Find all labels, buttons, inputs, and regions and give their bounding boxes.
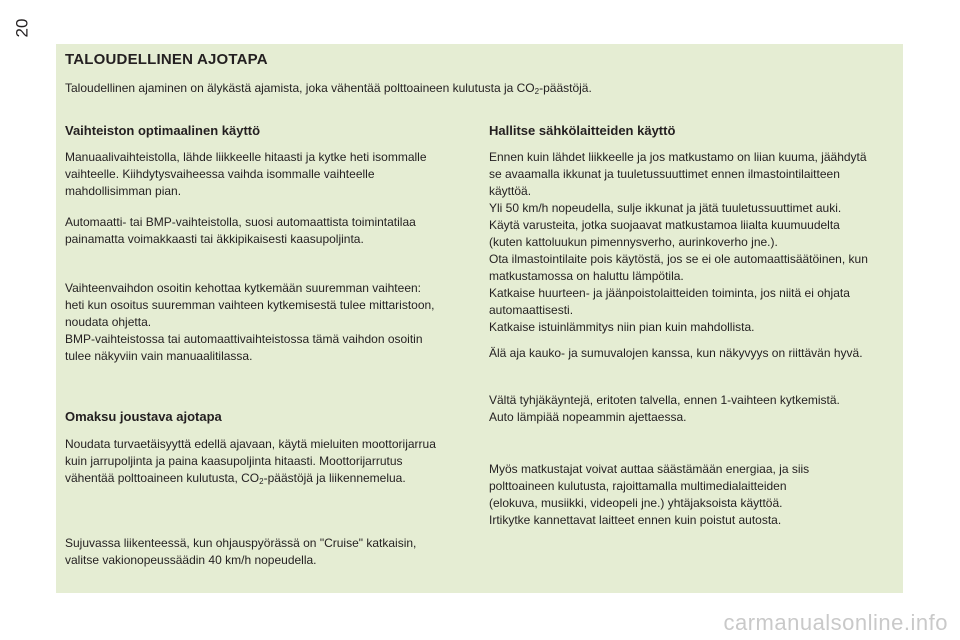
heading-electrical: Hallitse sähkölaitteiden käyttö (489, 123, 676, 138)
paragraph-lights: Älä aja kauko- ja sumuvalojen kanssa, kun näkyvyys on riittävän hyvä. (489, 346, 863, 360)
paragraph-idling: Vältä tyhjäkäyntejä, eritoten talvella, ennen 1-vaihteen kytkemistä. Auto lämpiää nopeammin ajettaessa. (489, 393, 840, 424)
paragraph-multimedia: Myös matkustajat voivat auttaa säästämään energiaa, ja siis polttoaineen kulutusta, rajoittamalla multimedialaitteiden (elokuva, musiikki, videopeli jne.) yhtäjaksoista käyttöä. Irtikytke kannettavat laitteet ennen kuin poistut autosta. (489, 462, 810, 527)
paragraph-cruise-control: Sujuvassa liikenteessä, kun ohjauspyörässä on "Cruise" katkaisin, valitse vakionopeussäädin 40 km/h nopeudella. (65, 536, 417, 567)
heading-driving-style: Omaksu joustava ajotapa (65, 409, 222, 424)
page-title: TALOUDELLINEN AJOTAPA (65, 51, 268, 68)
paragraph-automatic-gearbox: Automaatti- tai BMP-vaihteistolla, suosi automaattista toimintatilaa painamatta voimakkaasti tai äkkipikaisesti kaasupoljinta. (65, 215, 416, 246)
page-number: 20 (12, 18, 32, 38)
heading-gearbox: Vaihteiston optimaalinen käyttö (65, 123, 261, 138)
paragraph-climate: Ennen kuin lähdet liikkeelle ja jos matkustamo on liian kuuma, jäähdytä se avaamalla ikkunat ja tuuletussuuttimet ennen ilmastointilaitteen käyttöä. Yli 50 km/h nopeudella, sulje ikkunat ja jätä tuuletussuuttimet auki. Käytä varusteita, jotka suojaavat matkustamoa liialta kuumuudelta (kuten kattoluukun pimennysverho, aurinkoverho jne.). Ota ilmastointilaite pois käytöstä, jos se ei ole automaattisäätöinen, kun matkustamossa on haluttu lämpötila. Katkaise huurteen- ja jäänpoistolaitteiden toiminta, jos niitä ei ohjata automaattisesti. Katkaise istuinlämmitys niin pian kuin mahdollista. (489, 150, 868, 334)
paragraph-gear-indicator: Vaihteenvaihdon osoitin kehottaa kytkemään suuremman vaihteen: heti kun osoitus suuremman vaihteen kytkemisestä tulee mittaristoon, noudata ohjetta. BMP-vaihteistossa tai automaattivaihteistossa tämä vaihdon osoitin tulee näkyviin vain manuaalitilassa. (65, 281, 435, 363)
paragraph-manual-gearbox: Manuaalivaihteistolla, lähde liikkeelle hitaasti ja kytke heti isommalle vaihteelle. Kiihdytysvaiheessa vaihda isommalle vaihteelle mahdollisimman pian. (65, 150, 427, 198)
watermark: carmanualsonline.info (723, 610, 948, 635)
intro-text: Taloudellinen ajaminen on älykästä ajamista, joka vähentää polttoaineen kulutusta ja $CO_2$-päästöjä. (65, 81, 592, 96)
paragraph-safe-distance: Noudata turvaetäisyyttä edellä ajavaan, käytä mieluiten moottorijarrua kuin jarrupoljinta ja paina kaasupoljinta hitaasti. Moottorijarrutus vähentää polttoaineen kulutusta, $CO_2$-päästöjä ja liikennemelua. (65, 437, 436, 486)
